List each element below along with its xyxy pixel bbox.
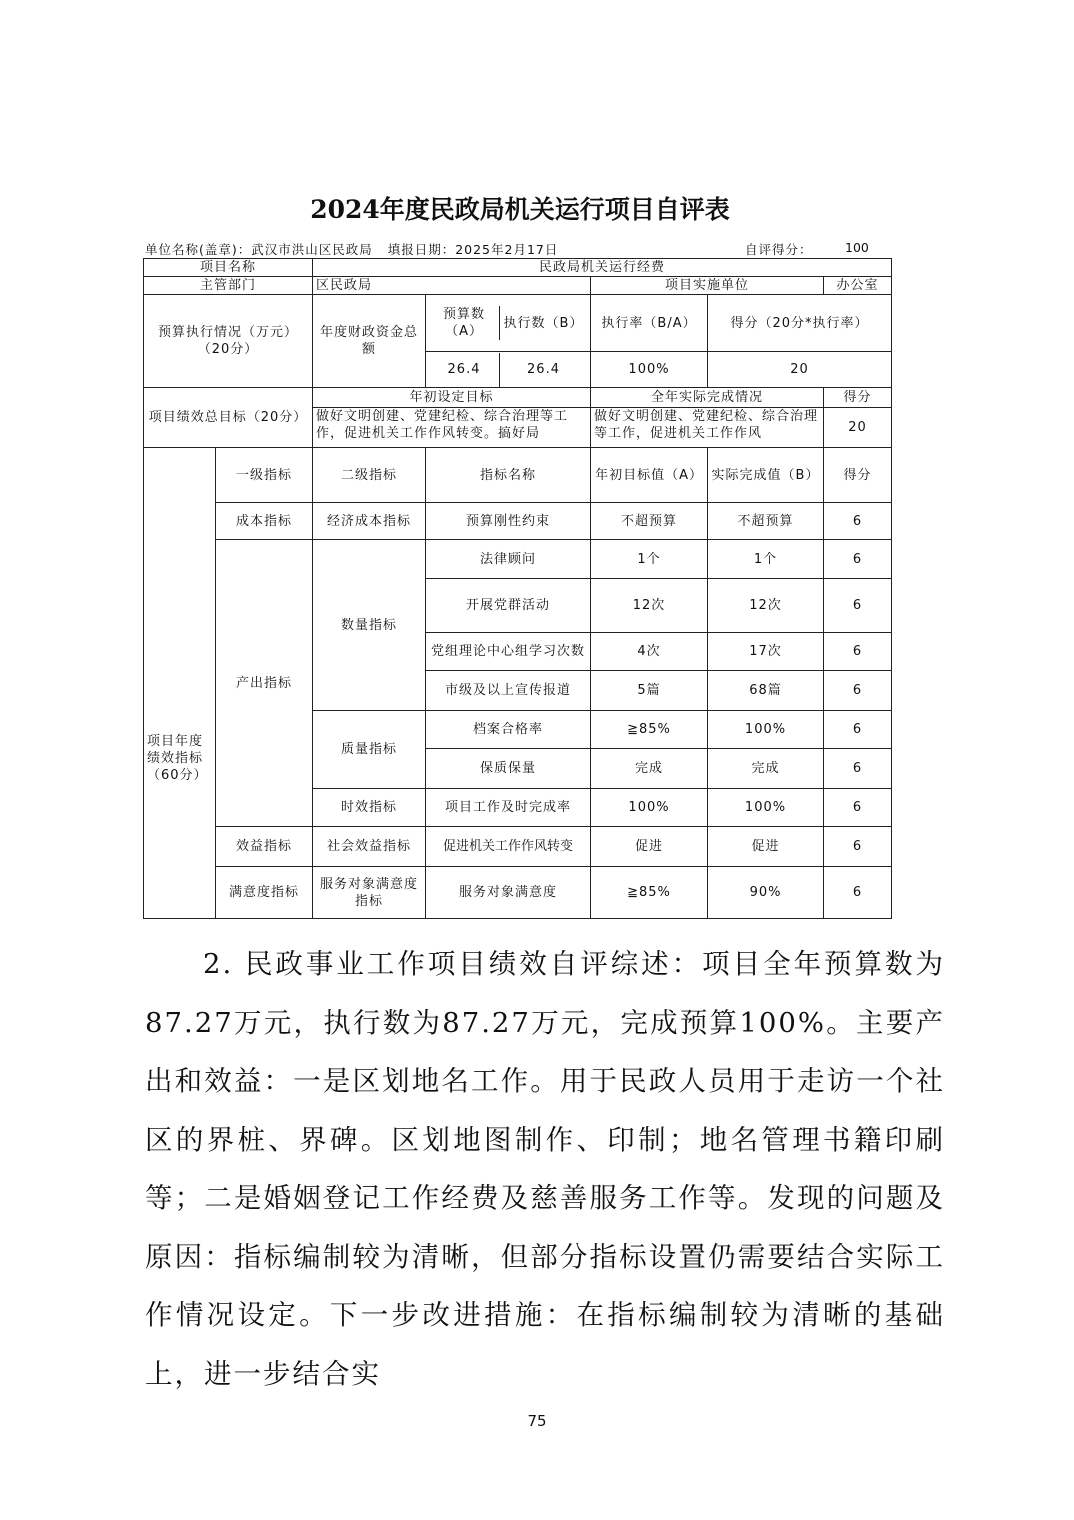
unit-and-date bbox=[145, 240, 558, 258]
indicator-name: 服务对象满意度 bbox=[426, 867, 591, 919]
indicator-target: ≧85% bbox=[591, 711, 708, 749]
indicator-actual: 17次 bbox=[708, 633, 824, 671]
indicator-score: 6 bbox=[824, 540, 892, 579]
col-a-header: 预算数（A） bbox=[429, 306, 500, 340]
document-meta bbox=[145, 240, 885, 258]
col-score-header: 得分（20分*执行率） bbox=[708, 295, 892, 352]
header-score: 得分 bbox=[824, 448, 892, 503]
subgroup-timeliness: 时效指标 bbox=[313, 789, 426, 827]
overall-goal-label: 项目绩效总目标（20分） bbox=[144, 388, 313, 448]
header-target: 年初目标值（A） bbox=[591, 448, 708, 503]
goal-score: 20 bbox=[824, 408, 892, 448]
col-b-header: 执行数（B） bbox=[503, 315, 584, 331]
fund-total-label: 年度财政资金总额 bbox=[313, 295, 426, 388]
indicator-target: 4次 bbox=[591, 633, 708, 671]
indicator-section-text: 项目年度绩效指标（60分） bbox=[147, 733, 208, 783]
self-score-value: 100 bbox=[845, 240, 869, 255]
self-score-label: 自评得分： bbox=[745, 242, 813, 257]
fill-date: 填报日期：2025年2月17日 bbox=[387, 242, 559, 257]
project-name-value: 民政局机关运行经费 bbox=[313, 259, 892, 277]
row-indicator-header bbox=[144, 448, 892, 503]
indicator-target: 不超预算 bbox=[591, 503, 708, 540]
table-row bbox=[144, 540, 892, 579]
indicator-actual: 1个 bbox=[708, 540, 824, 579]
document-title: 2024年度民政局机关运行项目自评表 bbox=[310, 195, 730, 224]
subgroup-social-benefit: 社会效益指标 bbox=[313, 827, 426, 867]
indicator-score: 6 bbox=[824, 749, 892, 789]
header-name: 指标名称 bbox=[426, 448, 591, 503]
dept-value: 区民政局 bbox=[313, 277, 591, 295]
indicator-score: 6 bbox=[824, 633, 892, 671]
group-output: 产出指标 bbox=[216, 540, 313, 827]
budget-label: 预算执行情况（万元）（20分） bbox=[144, 295, 313, 388]
subgroup-quantity: 数量指标 bbox=[313, 540, 426, 711]
indicator-target: 100% bbox=[591, 789, 708, 827]
indicator-actual: 68篇 bbox=[708, 671, 824, 711]
indicator-target: 促进 bbox=[591, 827, 708, 867]
row-goal-header bbox=[144, 388, 892, 408]
evaluation-table bbox=[143, 258, 892, 919]
subgroup-service-satisfaction: 服务对象满意度指标 bbox=[313, 867, 426, 919]
indicator-name: 市级及以上宣传报道 bbox=[426, 671, 591, 711]
row-budget-header bbox=[144, 295, 892, 352]
indicator-score: 6 bbox=[824, 503, 892, 540]
row-department bbox=[144, 277, 892, 295]
indicator-target: 1个 bbox=[591, 540, 708, 579]
goal-score-header: 得分 bbox=[824, 388, 892, 408]
indicator-score: 6 bbox=[824, 671, 892, 711]
page-number: 75 bbox=[527, 1412, 547, 1430]
unit-name: 单位名称(盖章)：武汉市洪山区民政局 bbox=[145, 242, 373, 257]
goal-initial-header: 年初设定目标 bbox=[313, 388, 591, 408]
indicator-score: 6 bbox=[824, 789, 892, 827]
subgroup-economic-cost: 经济成本指标 bbox=[313, 503, 426, 540]
impl-unit-label: 项目实施单位 bbox=[591, 277, 824, 295]
group-cost: 成本指标 bbox=[216, 503, 313, 540]
indicator-target: 完成 bbox=[591, 749, 708, 789]
indicator-name: 法律顾问 bbox=[426, 540, 591, 579]
indicator-actual: 100% bbox=[708, 789, 824, 827]
indicator-name: 开展党群活动 bbox=[426, 579, 591, 633]
indicator-target: 12次 bbox=[591, 579, 708, 633]
header-actual: 实际完成值（B） bbox=[708, 448, 824, 503]
goal-actual-header: 全年实际完成情况 bbox=[591, 388, 824, 408]
indicator-actual: 12次 bbox=[708, 579, 824, 633]
indicator-actual: 100% bbox=[708, 711, 824, 749]
indicator-actual: 90% bbox=[708, 867, 824, 919]
indicator-score: 6 bbox=[824, 827, 892, 867]
value-a: 26.4 bbox=[429, 353, 500, 387]
indicator-name: 档案合格率 bbox=[426, 711, 591, 749]
value-score: 20 bbox=[708, 352, 892, 388]
summary-text: 2. 民政事业工作项目绩效自评综述：项目全年预算数为87.27万元，执行数为87.27万元，完成预算100%。主要产出和效益：一是区划地名工作。用于民政人员用于走访一个社区的界桩、界碑。区划地图制作、印制；地名管理书籍印刷等；二是婚姻登记工作经费及慈善服务工作等。发现的问题及原因：指标编制较为清晰，但部分指标设置仍需要结合实际工作情况设定。下一步改进措施：在指标编制较为清晰的基础上，进一步结合实 bbox=[145, 948, 945, 1390]
goal-actual-text: 做好文明创建、党建纪检、综合治理等工作，促进机关工作作风 bbox=[591, 408, 824, 448]
indicator-target: 5篇 bbox=[591, 671, 708, 711]
header-level2: 二级指标 bbox=[313, 448, 426, 503]
table-row bbox=[144, 503, 892, 540]
impl-unit-value: 办公室 bbox=[824, 277, 892, 295]
indicator-actual: 促进 bbox=[708, 827, 824, 867]
indicator-section-label bbox=[144, 448, 216, 919]
indicator-score: 6 bbox=[824, 579, 892, 633]
group-satisfaction: 满意度指标 bbox=[216, 867, 313, 919]
value-b: 26.4 bbox=[527, 362, 560, 377]
indicator-name: 促进机关工作作风转变 bbox=[426, 827, 591, 867]
budget-values-ab bbox=[426, 352, 591, 388]
subgroup-quality: 质量指标 bbox=[313, 711, 426, 789]
indicator-score: 6 bbox=[824, 867, 892, 919]
group-benefit: 效益指标 bbox=[216, 827, 313, 867]
summary-paragraph bbox=[145, 935, 945, 1403]
indicator-name: 党组理论中心组学习次数 bbox=[426, 633, 591, 671]
row-project-name bbox=[144, 259, 892, 277]
budget-a-header bbox=[426, 295, 591, 352]
indicator-actual: 完成 bbox=[708, 749, 824, 789]
project-name-label: 项目名称 bbox=[144, 259, 313, 277]
indicator-actual: 不超预算 bbox=[708, 503, 824, 540]
table-row bbox=[144, 827, 892, 867]
indicator-name: 保质保量 bbox=[426, 749, 591, 789]
goal-initial-text: 做好文明创建、党建纪检、综合治理等工作，促进机关工作作风转变。搞好局 bbox=[313, 408, 591, 448]
dept-label: 主管部门 bbox=[144, 277, 313, 295]
value-rate: 100% bbox=[591, 352, 708, 388]
indicator-name: 项目工作及时完成率 bbox=[426, 789, 591, 827]
col-rate-header: 执行率（B/A） bbox=[591, 295, 708, 352]
table-row bbox=[144, 867, 892, 919]
indicator-name: 预算刚性约束 bbox=[426, 503, 591, 540]
header-level1: 一级指标 bbox=[216, 448, 313, 503]
indicator-score: 6 bbox=[824, 711, 892, 749]
indicator-target: ≧85% bbox=[591, 867, 708, 919]
